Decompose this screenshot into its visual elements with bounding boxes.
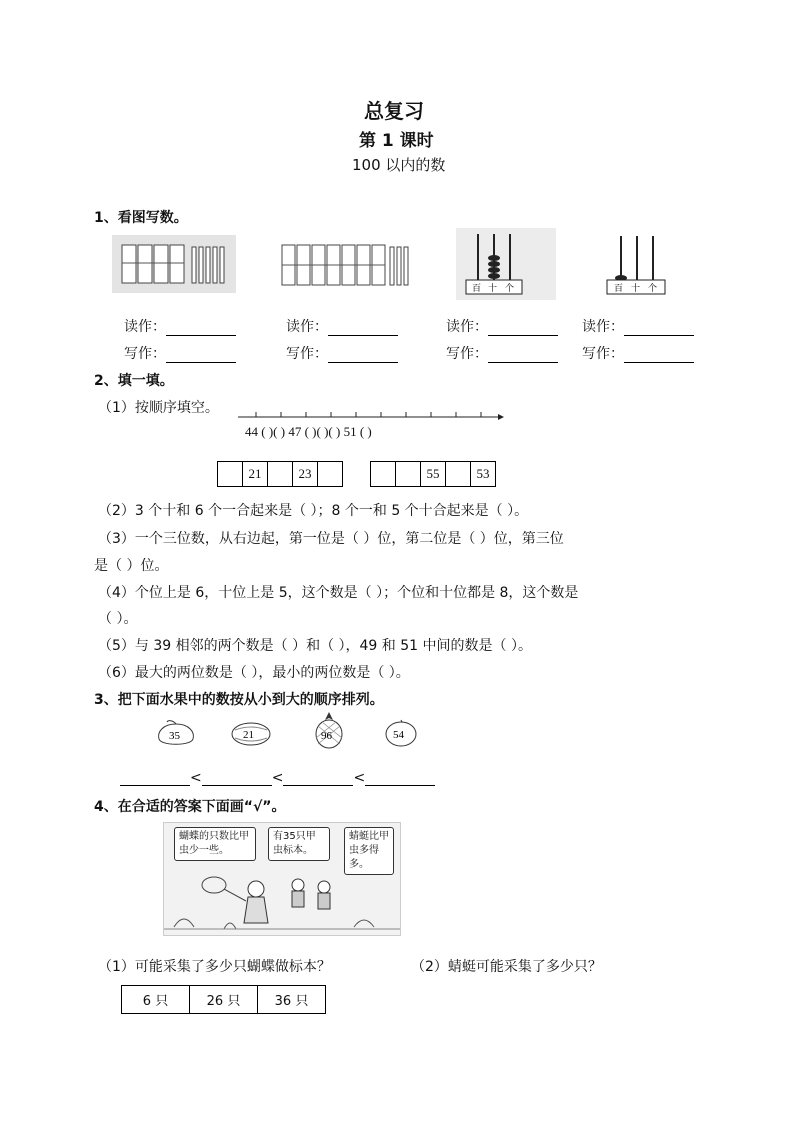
scene-illustration [163, 822, 401, 936]
apple-icon [383, 716, 419, 748]
write-label: 写作： [124, 346, 166, 362]
option-cell[interactable]: 36 只 [258, 986, 326, 1014]
less-than: < [271, 770, 284, 786]
order-blank[interactable] [202, 771, 272, 786]
q2-part-6: （6）最大的两位数是（ ），最小的两位数是（ ）。 [98, 665, 410, 681]
svg-text:35: 35 [169, 730, 180, 742]
write-label: 写作： [286, 346, 328, 362]
stick-bundles-image-1 [112, 235, 236, 293]
melon-icon [229, 718, 273, 748]
nl-blank[interactable]: ( ) [359, 424, 372, 439]
svg-text:54: 54 [393, 729, 404, 741]
answer-blank[interactable] [488, 348, 558, 363]
box-cell[interactable] [446, 462, 471, 486]
abacus-image-1 [456, 228, 556, 300]
read-label: 读作： [446, 319, 488, 335]
question-1-heading: 1、看图写数。 [94, 210, 188, 226]
svg-text:96: 96 [321, 730, 332, 742]
answer-options-table [121, 985, 326, 1014]
answer-blank[interactable] [624, 321, 694, 336]
read-label: 读作： [582, 319, 624, 335]
answer-blank[interactable] [166, 348, 236, 363]
option-cell[interactable]: 26 只 [190, 986, 258, 1014]
box-cell[interactable] [218, 462, 243, 486]
question-3-heading: 3、把下面水果中的数按从小到大的顺序排列。 [94, 692, 384, 708]
write-label: 写作： [446, 346, 488, 362]
children-catching-insects-icon [164, 867, 400, 933]
number-line [236, 410, 506, 422]
ordering-row [120, 770, 435, 786]
box-cell: 55 [421, 462, 446, 486]
option-cell[interactable]: 6 只 [122, 986, 190, 1014]
box-cell[interactable] [396, 462, 421, 486]
answer-blank[interactable] [166, 321, 236, 336]
q2-part-3a: （3）一个三位数，从右边起，第一位是（ ）位，第二位是（ ）位，第三位 [98, 531, 564, 547]
read-label: 读作： [124, 319, 166, 335]
speech-bubble-3: 蜻蜓比甲虫多得多。 [344, 827, 394, 875]
answer-blank[interactable] [328, 348, 398, 363]
q2-part-3b: 是（ ）位。 [94, 558, 169, 574]
box-cell[interactable] [268, 462, 293, 486]
q4-sub-2: （2）蜻蜓可能采集了多少只？ [411, 959, 602, 975]
q2-part-5: （5）与 39 相邻的两个数是（ ）和（ ），49 和 51 中间的数是（ ）。 [98, 638, 532, 654]
svg-text:个: 个 [648, 283, 658, 293]
box-cell: 53 [476, 466, 490, 481]
peach-icon [155, 718, 197, 748]
svg-text:个: 个 [505, 283, 515, 293]
answer-blank[interactable] [624, 348, 694, 363]
answer-blank[interactable] [328, 321, 398, 336]
q2-part-4b: （ ）。 [98, 611, 138, 627]
q2-part-2: （2）3 个十和 6 个一合起来是（ ）；8 个一和 5 个十合起来是（ ）。 [98, 503, 529, 519]
answer-blank[interactable] [488, 321, 558, 336]
write-label: 写作： [582, 346, 624, 362]
stick-bundles-image-2 [280, 243, 410, 289]
box-cell[interactable] [371, 462, 396, 486]
q2-part-4a: （4）个位上是 6，十位上是 5，这个数是（ ）；个位和十位都是 8，这个数是 [98, 585, 579, 601]
order-blank[interactable] [365, 771, 435, 786]
lesson-subtitle: 第 1 课时 [359, 131, 434, 151]
order-blank[interactable] [283, 771, 353, 786]
read-label: 读作： [286, 319, 328, 335]
nl-label: 51 [343, 424, 357, 439]
svg-text:百: 百 [614, 283, 624, 293]
less-than: < [353, 770, 366, 786]
question-4-heading: 4、在合适的答案下面画“√”。 [94, 799, 286, 815]
box-cell[interactable] [318, 462, 342, 486]
svg-text:21: 21 [243, 729, 254, 741]
box-cell: 21 [243, 462, 268, 486]
less-than: < [190, 770, 202, 786]
question-2-heading: 2、填一填。 [94, 373, 174, 389]
number-box-row-1 [217, 461, 343, 487]
topic-title: 100 以内的数 [352, 156, 446, 174]
pineapple-icon [312, 710, 346, 750]
number-box-row-2 [370, 461, 496, 487]
nl-blank[interactable]: ( )( )( ) [304, 424, 341, 439]
nl-blank[interactable]: ( )( ) [261, 424, 286, 439]
speech-bubble-2: 有35只甲虫标本。 [268, 827, 330, 861]
abacus-image-2 [605, 234, 667, 296]
q2-part-1: （1）按顺序填空。 [98, 400, 219, 416]
number-line-labels [245, 424, 372, 440]
svg-text:十: 十 [488, 283, 498, 293]
svg-text:百: 百 [472, 283, 482, 293]
q4-sub-1: （1）可能采集了多少只蝴蝶做标本？ [98, 959, 331, 975]
speech-bubble-1: 蝴蝶的只数比甲虫少一些。 [174, 827, 256, 861]
order-blank[interactable] [120, 771, 190, 786]
nl-label: 44 [245, 424, 258, 439]
box-cell: 23 [293, 462, 318, 486]
nl-label: 47 [288, 424, 302, 439]
page-title: 总复习 [364, 99, 424, 123]
svg-text:十: 十 [631, 283, 641, 293]
